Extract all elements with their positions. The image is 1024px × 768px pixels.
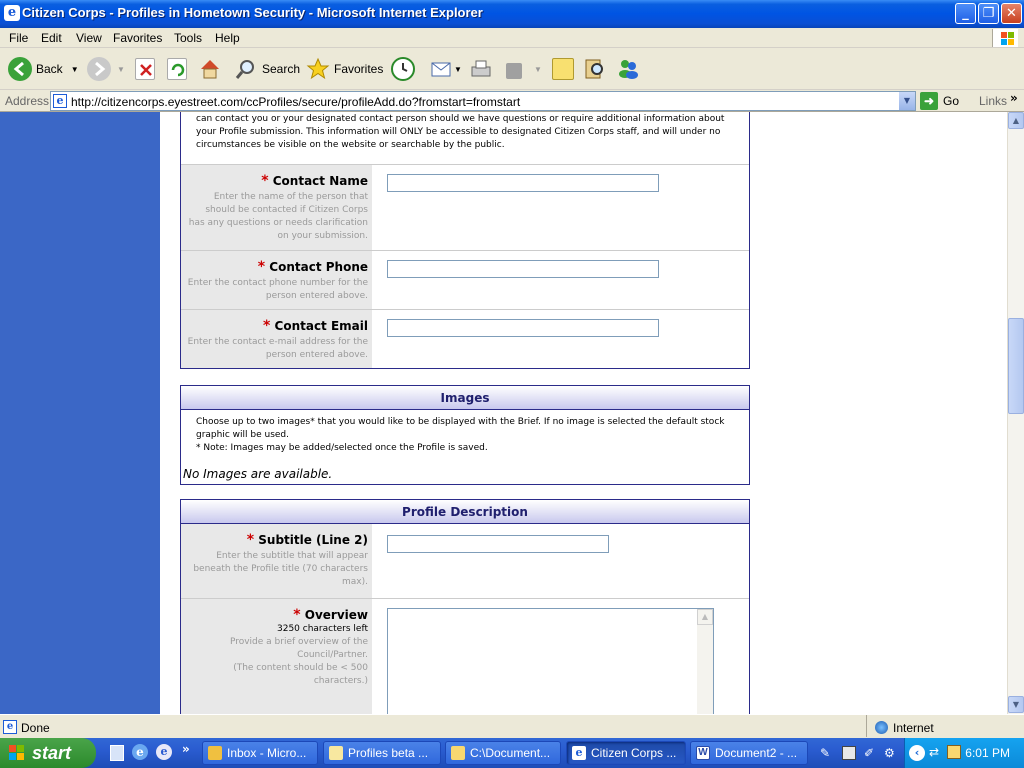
favorites-button[interactable]: Favorites [306, 55, 383, 83]
history-button[interactable] [391, 55, 415, 83]
start-button[interactable]: start [0, 738, 96, 768]
profile-description-heading: Profile Description [181, 500, 749, 524]
task-citizen-corps[interactable]: e Citizen Corps ... [566, 741, 686, 765]
back-arrow-icon [8, 57, 32, 81]
address-input[interactable] [50, 91, 916, 111]
menu-help[interactable]: Help [215, 31, 240, 45]
images-heading: Images [181, 386, 749, 410]
note-icon [552, 58, 574, 80]
subtitle-label: Subtitle (Line 2) [258, 533, 368, 547]
menu-edit[interactable]: Edit [41, 31, 62, 45]
forward-arrow-icon [87, 57, 111, 81]
window-title-bar [0, 0, 1024, 28]
images-note: * Note: Images may be added/selected once the Profile is saved. [196, 443, 488, 453]
quicklaunch-ie-icon[interactable]: e [132, 744, 148, 760]
ie-logo-icon: e [4, 5, 20, 21]
contact-phone-input[interactable] [387, 260, 659, 278]
print-button[interactable] [469, 55, 493, 83]
messenger-icon [616, 57, 640, 81]
discuss-button[interactable] [552, 55, 574, 83]
quicklaunch-mail-icon[interactable]: e [156, 744, 172, 760]
windows-logo-icon [9, 745, 25, 761]
search-icon [234, 57, 258, 81]
contact-email-input[interactable] [387, 319, 659, 337]
scroll-up-icon[interactable]: ▲ [1008, 112, 1024, 129]
address-url: http://citizencorps.eyestreet.com/ccProfiles/secure/profileAdd.do?fromstart=fromstart [71, 95, 521, 109]
window-title: Citizen Corps - Profiles in Hometown Security - Microsoft Internet Explorer [22, 5, 483, 20]
menu-favorites[interactable]: Favorites [113, 31, 163, 45]
menu-file[interactable]: File [9, 31, 29, 45]
page-scrollbar[interactable] [1007, 112, 1024, 714]
contact-note-line-3: your Profile submission. This information will ONLY be accessible to designated Citizen Corps staff, and will under no [196, 127, 721, 137]
go-arrow-icon: ➜ [920, 92, 938, 110]
close-button[interactable]: ✕ [1001, 3, 1022, 24]
contact-name-input[interactable] [387, 174, 659, 192]
forward-button[interactable]: ▼ [87, 55, 125, 83]
history-icon [391, 57, 415, 81]
overview-label: Overview [304, 608, 368, 622]
quicklaunch-chevron-icon[interactable]: » [182, 742, 190, 756]
ie-task-icon: e [572, 746, 586, 760]
images-panel [180, 385, 750, 485]
tray-monitor-icon[interactable] [842, 746, 856, 760]
subtitle-row: * Subtitle (Line 2) Enter the subtitle that will appear beneath the Profile title (70 characters max). [181, 524, 749, 598]
contact-phone-label: Contact Phone [269, 260, 368, 274]
taskbar [0, 738, 1024, 768]
security-zone: Internet [893, 721, 934, 735]
status-text: Done [21, 721, 50, 735]
globe-icon [875, 721, 888, 734]
links-button[interactable]: Links [979, 94, 1008, 108]
task-word-document[interactable]: W Document2 - ... [690, 741, 808, 765]
task-profiles-beta[interactable]: Profiles beta ... [323, 741, 441, 765]
mail-button[interactable]: ▼ [430, 55, 462, 83]
minimize-button[interactable]: _ [955, 3, 976, 24]
subtitle-input[interactable] [387, 535, 609, 553]
contact-name-help: Enter the name of the person that should be contacted if Citizen Corps has any questions or needs clarification on your submission. [188, 192, 368, 241]
overview-char-count: 3250 characters left [277, 624, 368, 634]
tray-app-icon[interactable] [947, 745, 961, 759]
overview-help: Provide a brief overview of the Council/Partner. (The content should be < 500 characters.) [229, 637, 368, 686]
research-button[interactable] [583, 55, 607, 83]
contact-note-line-4: circumstances be visible on the website or searchable by the public. [196, 140, 505, 150]
tray-expand-icon[interactable]: ‹ [909, 745, 925, 761]
printer-icon [469, 57, 493, 81]
contact-email-label: Contact Email [274, 319, 368, 333]
mail-message-icon [329, 746, 343, 760]
page-icon: e [53, 94, 67, 108]
system-tray [904, 738, 1024, 768]
images-instructions-2: graphic will be used. [196, 430, 289, 440]
messenger-button[interactable] [616, 55, 640, 83]
page-viewport [0, 112, 1007, 714]
folder-icon [451, 746, 465, 760]
standard-toolbar [0, 48, 1024, 90]
status-bar [0, 714, 1024, 738]
task-documents-folder[interactable]: C:\Document... [445, 741, 561, 765]
tray-pen-icon[interactable]: ✎ [820, 746, 831, 760]
page-status-icon: e [3, 720, 17, 734]
mail-icon [430, 57, 454, 81]
menu-view[interactable]: View [76, 31, 102, 45]
contact-email-help: Enter the contact e-mail address for the person entered above. [187, 337, 368, 360]
no-images-message: No Images are available. [183, 467, 333, 481]
home-button[interactable] [198, 55, 222, 83]
contact-name-label: Contact Name [272, 174, 368, 188]
stop-icon [135, 58, 155, 80]
menu-tools[interactable]: Tools [174, 31, 203, 45]
go-button[interactable]: ➜ Go [920, 92, 959, 110]
contact-email-row: * Contact Email Enter the contact e-mail address for the person entered above. [181, 309, 749, 368]
overview-row: * Overview 3250 characters left Provide a brief overview of the Council/Partner. (The content should be < 500 characters.) ▲ [181, 598, 749, 714]
left-sidebar [0, 112, 160, 714]
back-dropdown-icon[interactable]: ▼ [70, 64, 79, 74]
back-button[interactable]: Back ▼ [8, 55, 79, 83]
star-icon [306, 57, 330, 81]
edit-icon [506, 63, 522, 79]
overview-textarea[interactable] [387, 608, 714, 714]
tray-utility-icon[interactable]: ⚙ [884, 746, 895, 760]
refresh-button[interactable] [167, 55, 187, 83]
profile-description-panel [180, 499, 750, 714]
windows-flag-icon [992, 29, 1018, 47]
subtitle-help: Enter the subtitle that will appear beneath the Profile title (70 characters max). [193, 551, 368, 587]
contact-panel [180, 112, 750, 369]
edit-button[interactable]: ▼ [506, 55, 542, 83]
word-icon: W [696, 746, 710, 760]
address-label: Address [5, 94, 50, 108]
links-chevron-icon[interactable]: » [1010, 91, 1018, 105]
contact-note-line-2: can contact you or your designated contact person should we have questions or require additional information about [196, 114, 725, 124]
tray-network-icon[interactable]: ⇄ [929, 745, 940, 759]
menu-bar [0, 28, 1024, 48]
address-bar [0, 90, 1024, 112]
scroll-down-icon[interactable]: ▼ [1008, 696, 1024, 713]
maximize-button[interactable]: ❐ [978, 3, 999, 24]
quicklaunch-desktop-icon[interactable] [110, 745, 124, 761]
contact-phone-help: Enter the contact phone number for the person entered above. [187, 278, 368, 301]
scroll-thumb[interactable] [1008, 318, 1024, 414]
tray-tools-icon[interactable]: ✐ [864, 746, 875, 760]
home-icon [198, 57, 222, 81]
stop-button[interactable] [135, 55, 155, 83]
images-instructions-1: Choose up to two images* that you would like to be displayed with the Brief. If no image is selected the default stock [196, 417, 725, 427]
overview-scroll-up-icon[interactable]: ▲ [697, 609, 713, 625]
overview-scrollbar[interactable] [697, 609, 713, 714]
contact-phone-row: * Contact Phone Enter the contact phone number for the person entered above. [181, 250, 749, 309]
required-marker: * [261, 173, 269, 189]
search-button[interactable]: Search [234, 55, 300, 83]
contact-name-row [181, 164, 749, 250]
task-outlook[interactable]: Inbox - Micro... [202, 741, 318, 765]
refresh-icon [167, 58, 187, 80]
clock[interactable]: 6:01 PM [965, 746, 1010, 760]
research-icon [583, 57, 607, 81]
address-dropdown-icon[interactable]: ▼ [899, 92, 915, 110]
outlook-icon [208, 746, 222, 760]
